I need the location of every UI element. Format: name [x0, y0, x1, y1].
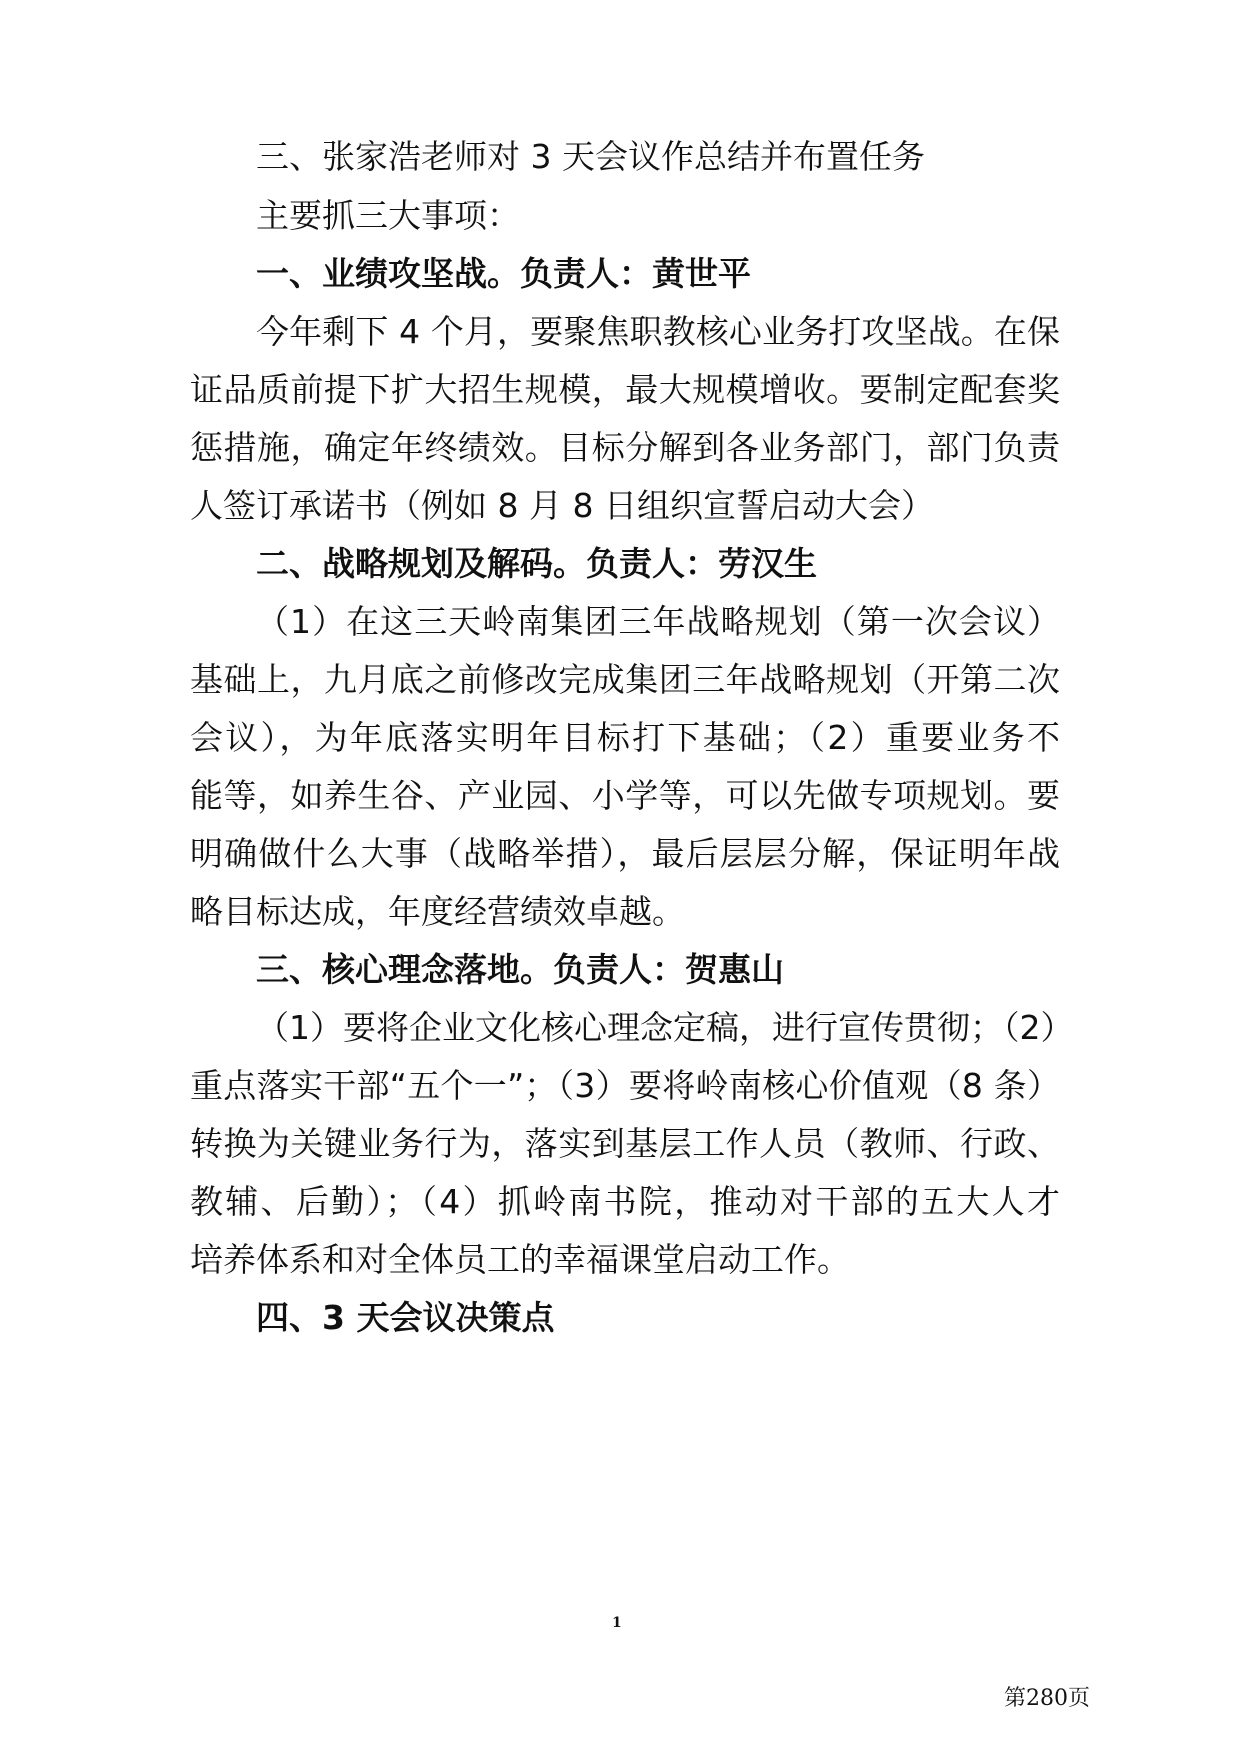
page-number: 第280页 — [1004, 1686, 1090, 1711]
item3-line: 教辅、后勤）；（4）抓岭南书院，推动对干部的五大人才 — [190, 1182, 1060, 1221]
item2-line: 会议），为年底落实明年目标打下基础；（2）重要业务不 — [190, 718, 1060, 757]
item2-line: （1）在这三天岭南集团三年战略规划（第一次会议） — [256, 602, 1060, 641]
item3-line: （1）要将企业文化核心理念定稿，进行宣传贯彻；（2） — [256, 1008, 1074, 1047]
item1-line: 人签订承诺书（例如 8 月 8 日组织宣誓启动大会） — [190, 486, 934, 525]
item1-line: 惩措施，确定年终绩效。目标分解到各业务部门，部门负责 — [190, 428, 1060, 467]
section-heading-summary: 三、张家浩老师对 3 天会议作总结并布置任务 — [256, 137, 925, 176]
item2-line: 明确做什么大事（战略举措），最后层层分解，保证明年战 — [190, 834, 1060, 873]
item1-heading: 一、业绩攻坚战。负责人：黄世平 — [256, 254, 751, 293]
item2-heading: 二、战略规划及解码。负责人：劳汉生 — [256, 544, 817, 583]
item1-line: 今年剩下 4 个月，要聚焦职教核心业务打攻坚战。在保 — [256, 312, 1060, 351]
item2-line: 能等，如养生谷、产业园、小学等，可以先做专项规划。要 — [190, 776, 1060, 815]
item2-line: 基础上，九月底之前修改完成集团三年战略规划（开第二次 — [190, 660, 1060, 699]
item3-line: 培养体系和对全体员工的幸福课堂启动工作。 — [190, 1240, 850, 1279]
item3-line: 重点落实干部“五个一”；（3）要将岭南核心价值观（8 条） — [190, 1066, 1060, 1105]
item1-line: 证品质前提下扩大招生规模，最大规模增收。要制定配套奖 — [190, 370, 1060, 409]
item2-line: 略目标达成，年度经营绩效卓越。 — [190, 892, 685, 931]
section-heading-decisions: 四、3 天会议决策点 — [256, 1298, 555, 1337]
item3-line: 转换为关键业务行为，落实到基层工作人员（教师、行政、 — [190, 1124, 1060, 1163]
intro-text: 主要抓三大事项： — [256, 196, 520, 235]
item3-heading: 三、核心理念落地。负责人：贺惠山 — [256, 950, 784, 989]
page-mark: 1 — [612, 1615, 622, 1631]
